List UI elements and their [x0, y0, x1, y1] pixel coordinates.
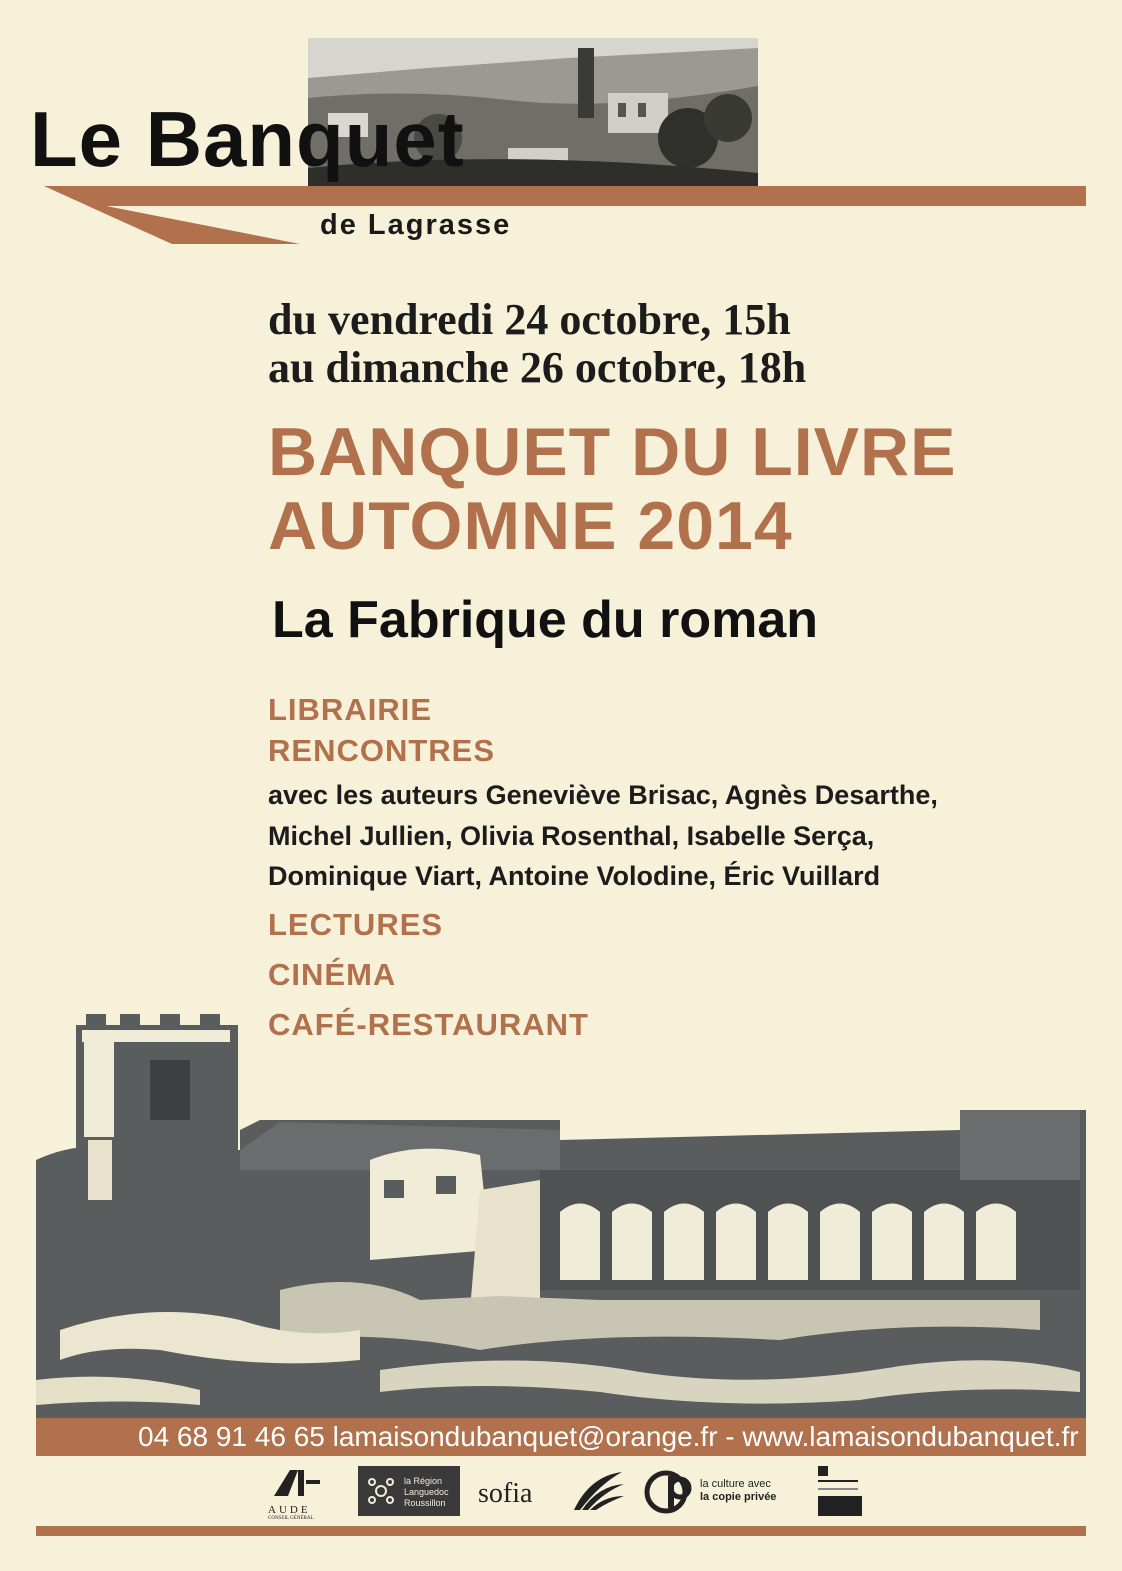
region-logo: [358, 1466, 460, 1516]
ministry-culture-logo: [818, 1466, 862, 1516]
program-lectures: LECTURES: [268, 907, 444, 942]
authors-line-1: avec les auteurs Geneviève Brisac, Agnès Desarthe,: [268, 780, 938, 810]
sofia-wing-icon: [570, 1470, 626, 1514]
aude-sublabel: CONSEIL GÉNÉRAL: [268, 1516, 314, 1521]
copie-label-2: la copie privée: [700, 1491, 777, 1504]
sofia-label: sofia: [478, 1478, 533, 1509]
authors-line-2: Michel Jullien, Olivia Rosenthal, Isabelle Serça,: [268, 821, 875, 851]
authors-line-3: Dominique Viart, Antoine Volodine, Éric Vuillard: [268, 861, 881, 891]
bottom-rule: [36, 1526, 1086, 1536]
brand-subtitle: de Lagrasse: [320, 209, 512, 241]
date-end: au dimanche 26 octobre, 18h: [268, 343, 807, 392]
contact-info[interactable]: 04 68 91 46 65 lamaisondubanquet@orange.fr - www.lamaisondubanquet.fr: [138, 1421, 1079, 1452]
sofia-logo: [478, 1470, 628, 1514]
event-season: AUTOMNE 2014: [268, 488, 793, 564]
abbey-illustration: [0, 1000, 1122, 1420]
program-cafe: CAFÉ-RESTAURANT: [268, 1007, 589, 1042]
region-cross-icon: [364, 1474, 398, 1508]
event-name: BANQUET DU LIVRE: [268, 414, 957, 490]
program-rencontres: RENCONTRES: [268, 733, 496, 768]
aude-logo: [268, 1466, 326, 1521]
brand-title: Le Banquet: [30, 95, 465, 183]
copie-privee-logo: [644, 1468, 810, 1516]
region-label-3: Roussillon: [404, 1497, 446, 1508]
region-label-2: Languedoc: [404, 1486, 449, 1497]
copie-privee-icon: [644, 1468, 696, 1516]
region-label-1: la Région: [404, 1476, 443, 1486]
copie-label-1: la culture avec: [700, 1478, 771, 1490]
date-start: du vendredi 24 octobre, 15h: [268, 295, 791, 344]
program-cinema: CINÉMA: [268, 957, 397, 992]
program-librairie: LIBRAIRIE: [268, 692, 432, 727]
event-theme: La Fabrique du roman: [272, 591, 819, 649]
aude-label: AUDE: [268, 1504, 311, 1516]
